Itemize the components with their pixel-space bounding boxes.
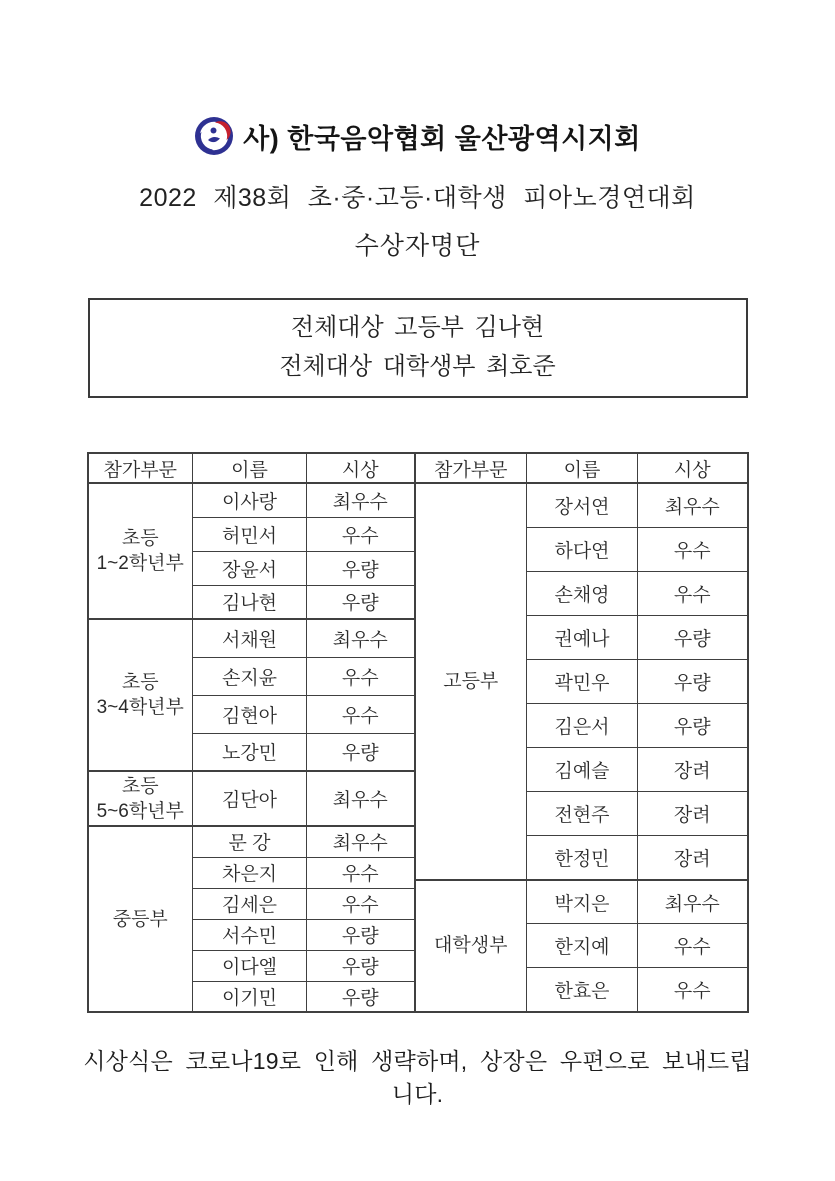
name-cell: 손채영: [527, 571, 638, 615]
name-cell: 하다연: [527, 527, 638, 571]
name-cell: 차은지: [193, 857, 307, 888]
name-cell: 서수민: [193, 919, 307, 950]
award-cell: 우수: [638, 571, 748, 615]
document-subtitle: 수상자명단: [354, 232, 481, 260]
award-cell: 우수: [638, 968, 748, 1012]
name-cell: 김은서: [527, 703, 638, 747]
awards-table-right: [414, 452, 749, 1013]
name-cell: 곽민우: [527, 659, 638, 703]
name-cell: 이기민: [193, 981, 307, 1012]
award-cell: 우량: [638, 703, 748, 747]
column-header-division: 참가부문: [415, 453, 527, 483]
grand-prize-line-2: 전체대상 대학생부 최호준: [279, 353, 556, 380]
column-header-award: 시상: [638, 453, 748, 483]
org-name: 사) 한국음악협회 울산광역시지회: [243, 123, 641, 154]
award-cell: 최우수: [307, 619, 415, 657]
award-cell: 우수: [638, 527, 748, 571]
award-cell: 최우수: [307, 826, 415, 857]
name-cell: 문 강: [193, 826, 307, 857]
grand-prize-box: [88, 298, 748, 398]
award-cell: 우수: [307, 657, 415, 695]
name-cell: 김나현: [193, 585, 307, 619]
division-cell: 초등 5~6학년부: [88, 771, 193, 826]
award-cell: 우량: [638, 615, 748, 659]
division-cell: 대학생부: [415, 880, 527, 1012]
name-cell: 김단아: [193, 771, 307, 826]
name-cell: 한효은: [527, 968, 638, 1012]
award-cell: 우량: [307, 981, 415, 1012]
award-cell: 우량: [307, 950, 415, 981]
name-cell: 허민서: [193, 517, 307, 551]
name-cell: 한지예: [527, 924, 638, 968]
division-cell: 중등부: [88, 826, 193, 1012]
name-cell: 서채원: [193, 619, 307, 657]
award-cell: 우수: [307, 695, 415, 733]
table-header-row: [88, 453, 415, 483]
name-cell: 장윤서: [193, 551, 307, 585]
name-cell: 이다엘: [193, 950, 307, 981]
name-cell: 장서연: [527, 483, 638, 527]
table-header-row: [415, 453, 748, 483]
name-cell: 노강민: [193, 733, 307, 771]
name-cell: 전현주: [527, 792, 638, 836]
footer-note: 시상식은 코로나19로 인해 생략하며, 상장은 우편으로 보내드립니다.: [83, 1048, 752, 1107]
competition-title: 2022 제38회 초·중·고등·대학생 피아노경연대회: [139, 184, 696, 212]
name-cell: 손지윤: [193, 657, 307, 695]
award-cell: 장려: [638, 792, 748, 836]
award-cell: 최우수: [638, 880, 748, 924]
awards-tables: [0, 452, 835, 1013]
division-cell: 초등 1~2학년부: [88, 483, 193, 619]
award-cell: 우수: [307, 888, 415, 919]
award-cell: 우수: [307, 517, 415, 551]
column-header-division: 참가부문: [88, 453, 193, 483]
award-cell: 우량: [307, 733, 415, 771]
column-header-award: 시상: [307, 453, 415, 483]
division-cell: 고등부: [415, 483, 527, 880]
name-cell: 김현아: [193, 695, 307, 733]
column-header-name: 이름: [527, 453, 638, 483]
name-cell: 이사랑: [193, 483, 307, 517]
award-cell: 우량: [307, 551, 415, 585]
name-cell: 박지은: [527, 880, 638, 924]
award-cell: 장려: [638, 748, 748, 792]
awards-table-left: [87, 452, 416, 1013]
award-cell: 우량: [307, 585, 415, 619]
table-row: [88, 619, 415, 657]
award-cell: 최우수: [638, 483, 748, 527]
award-cell: 장려: [638, 836, 748, 880]
award-cell: 우량: [307, 919, 415, 950]
table-row: [88, 826, 415, 857]
award-cell: 최우수: [307, 483, 415, 517]
name-cell: 김세은: [193, 888, 307, 919]
award-cell: 우량: [638, 659, 748, 703]
award-cell: 최우수: [307, 771, 415, 826]
table-row: [88, 771, 415, 826]
table-row: [415, 880, 748, 924]
name-cell: 한정민: [527, 836, 638, 880]
table-row: [415, 483, 748, 527]
division-cell: 초등 3~4학년부: [88, 619, 193, 771]
org-header: [0, 116, 835, 156]
award-cell: 우수: [638, 924, 748, 968]
name-cell: 권예나: [527, 615, 638, 659]
award-cell: 우수: [307, 857, 415, 888]
column-header-name: 이름: [193, 453, 307, 483]
table-row: [88, 483, 415, 517]
grand-prize-line-1: 전체대상 고등부 김나현: [290, 314, 545, 341]
association-logo-icon: [194, 116, 234, 156]
name-cell: 김예슬: [527, 748, 638, 792]
